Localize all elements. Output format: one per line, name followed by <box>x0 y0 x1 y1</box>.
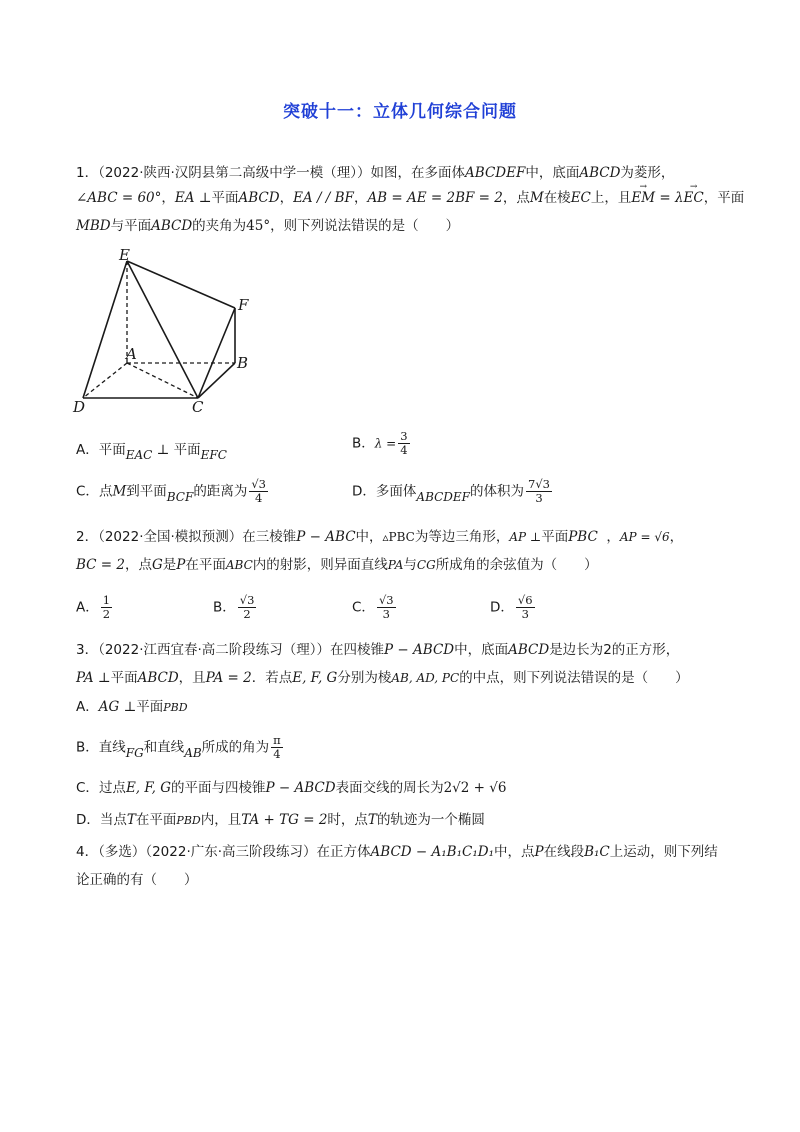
q4-line-2 <box>76 870 198 890</box>
option-math: EFC <box>200 448 227 462</box>
q3-option-d[interactable] <box>76 810 485 831</box>
option-label: D． <box>490 599 514 616</box>
edge-ef <box>127 261 235 308</box>
option-label: A． <box>76 599 99 616</box>
option-math: FG <box>125 745 144 760</box>
q2-option-c[interactable] <box>352 594 398 621</box>
fraction <box>398 430 409 457</box>
fraction-numerator: π <box>273 733 281 747</box>
label-a: A <box>126 345 137 363</box>
edge-bc <box>198 363 235 398</box>
option-label: B． <box>213 599 236 616</box>
option-label: B． <box>352 435 375 452</box>
label-c: C <box>192 398 204 416</box>
fraction-numerator: 3 <box>400 429 408 443</box>
edge-ed <box>83 261 127 398</box>
q2-option-a[interactable] <box>76 594 114 621</box>
label-d: D <box>73 398 86 416</box>
q3-text: 是边长为 <box>549 642 604 658</box>
q1-option-d[interactable] <box>352 478 554 505</box>
q3-math: PA ⊥ <box>76 670 111 686</box>
q1-text: ，平面 <box>703 190 745 206</box>
q4-text: 论正确的有（ ） <box>76 872 198 888</box>
q1-math: = λ <box>655 190 684 206</box>
option-text: 的轨迹为一个椭圆 <box>376 812 485 828</box>
q2-text: 平面 <box>541 529 569 545</box>
q1-text: 为菱形， <box>620 165 675 181</box>
q2-option-d[interactable] <box>490 594 537 621</box>
page-title: 突破十一：立体几何综合问题 <box>283 102 517 122</box>
q3-math: ABCD <box>508 642 550 658</box>
q2-math: PBC <box>568 529 598 545</box>
fraction-denominator: 3 <box>382 607 390 621</box>
option-text: 过点 <box>98 780 126 796</box>
q2-text: 在平面 <box>185 557 226 573</box>
fraction-numerator: √3 <box>251 477 266 491</box>
q1-line-1 <box>76 163 674 183</box>
q4-line-1 <box>76 842 718 862</box>
q1-option-b[interactable] <box>352 430 412 457</box>
q1-math: AB = AE = 2BF = 2 <box>367 190 503 206</box>
q4-text: 上运动，则下列结 <box>609 844 718 860</box>
label-e: E <box>119 248 130 264</box>
option-text: 表面交线的周长为 <box>335 780 444 796</box>
q1-math: ABCD <box>579 165 621 181</box>
option-label: B． <box>76 739 99 756</box>
q1-option-a[interactable] <box>76 440 227 460</box>
q3-text: 中，底面 <box>454 642 509 658</box>
option-text: 平面 <box>98 442 126 458</box>
option-text: 直线 <box>98 739 126 756</box>
q2-math: G <box>151 557 163 573</box>
fraction <box>271 734 283 761</box>
fraction-denominator: 4 <box>254 491 263 505</box>
option-math: AB <box>184 745 202 760</box>
q2-text: 是 <box>162 557 177 573</box>
q1-text: 平面 <box>211 190 239 206</box>
q2-math: CG <box>416 558 436 572</box>
q1-option-c[interactable] <box>76 478 270 505</box>
q1-vector: → EC <box>684 188 704 208</box>
option-math: AG ⊥ <box>98 699 137 715</box>
q3-text: 的中点，则下列说法错误的是（ ） <box>459 670 689 686</box>
q3-math: ABCD <box>137 670 179 686</box>
q1-math: ABCDEF <box>465 165 526 181</box>
edge-ad-hidden <box>83 363 127 398</box>
fraction <box>249 478 268 505</box>
polyhedron-figure <box>70 248 270 418</box>
edge-ec <box>127 261 198 398</box>
q1-math: 45° <box>246 218 271 234</box>
option-math: T <box>367 812 377 828</box>
q2-math: BC = 2 <box>76 557 125 573</box>
q1-math: MBD <box>76 218 111 234</box>
option-text: 所成的角为 <box>201 739 270 756</box>
option-label: C． <box>76 780 99 796</box>
q3-text: 的正方形， <box>611 642 680 658</box>
q2-text: 为等边三角形， <box>414 529 510 545</box>
q3-text: 分别为棱 <box>337 670 392 686</box>
q1-math: EA / / BF <box>293 190 354 206</box>
option-label: D． <box>352 483 376 500</box>
q3-text: 在四棱锥 <box>330 642 385 658</box>
q3-option-b[interactable] <box>76 734 285 761</box>
q1-text: 上，且 <box>590 190 632 206</box>
option-math: TA + TG = 2 <box>241 812 328 828</box>
q3-source: （2022·江西宜春·高二阶段练习（理）） <box>98 642 331 658</box>
fraction-denominator: 4 <box>273 747 281 761</box>
q1-text: 的夹角为 <box>192 218 247 234</box>
q2-math: ▵PBC <box>382 530 415 544</box>
fraction-denominator: 3 <box>535 491 543 505</box>
option-text: 的平面与四棱锥 <box>171 780 266 796</box>
q2-math: PA <box>387 558 404 572</box>
q1-text: 在棱 <box>543 190 571 206</box>
fraction-numerator: √6 <box>517 593 533 607</box>
option-text: 的体积为 <box>470 483 525 500</box>
q3-text: ，且 <box>178 670 206 686</box>
q3-number: 3． <box>76 642 99 658</box>
q1-math: EA ⊥ <box>174 190 212 206</box>
q1-math: ∠ABC = 60° <box>76 190 162 206</box>
q1-math: ABCD <box>238 190 280 206</box>
option-text: 到平面 <box>126 483 167 500</box>
option-label: C． <box>76 483 99 500</box>
label-b: B <box>237 354 249 372</box>
q2-source: （2022·全国·模拟预测） <box>98 529 243 545</box>
option-label: D． <box>76 812 100 828</box>
q1-math: EC <box>570 190 591 206</box>
fraction <box>238 594 257 621</box>
option-math: M <box>112 483 127 500</box>
label-f: F <box>238 296 249 314</box>
edge-fc <box>198 308 235 398</box>
q4-source: （多选）（2022·广东·高三阶段练习） <box>98 844 317 860</box>
q2-line-1: 2．（2022·全国·模拟预测）在三棱锥P − ABC中，▵PBC为等边三角形，AP ⊥平面PBC ，AP = √6， <box>76 529 684 545</box>
q1-text: ，点 <box>502 190 530 206</box>
q4-math: B₁C <box>584 844 610 860</box>
q3-text: 平面 <box>110 670 138 686</box>
q4-text: 在正方体 <box>316 844 371 860</box>
q2-math: AP ⊥ <box>509 530 542 544</box>
fraction-denominator: 2 <box>243 607 251 621</box>
option-text: 当点 <box>99 812 127 828</box>
q3-math: PA = 2 <box>205 670 252 686</box>
q2-text: 在三棱锥 <box>242 529 297 545</box>
q1-source: （2022·陕西·汉阴县第二高级中学一模（理）） <box>98 165 371 181</box>
q1-line-2: ∠ABC = 60°，EA ⊥平面ABCD，EA / / BF，AB = AE = 2BF = 2，点M在棱EC上，且→ EM = λ→ EC，平面 <box>76 188 744 208</box>
q3-math: AB, AD, PC <box>391 671 460 685</box>
q2-option-b[interactable] <box>213 594 258 621</box>
fraction-numerator: 1 <box>102 593 111 607</box>
q3-option-c[interactable] <box>76 778 506 798</box>
option-math: ABCDEF <box>416 489 471 504</box>
option-text: 和直线 <box>143 739 185 756</box>
option-text: 平面 <box>136 699 164 715</box>
q1-vector: → EM <box>631 188 655 208</box>
q3-math: P − ABCD <box>384 642 455 658</box>
fraction-denominator: 4 <box>400 443 408 457</box>
option-math: PBD <box>163 701 188 714</box>
fraction <box>526 478 552 505</box>
option-label: A． <box>76 442 99 458</box>
q3-line-1 <box>76 640 679 660</box>
option-text: 点 <box>98 483 113 500</box>
fraction-numerator: √3 <box>239 593 255 607</box>
q1-line-3 <box>76 216 459 236</box>
option-math: T <box>126 812 136 828</box>
q2-text: 中， <box>355 529 383 545</box>
q2-text: 所成角的余弦值为（ ） <box>435 557 598 573</box>
q2-number: 2． <box>76 529 99 545</box>
q3-math: E, F, G <box>292 670 338 686</box>
q4-text: 在线段 <box>543 844 585 860</box>
fraction-denominator: 2 <box>102 607 111 621</box>
fraction <box>377 594 396 621</box>
q2-math: P <box>176 557 186 573</box>
option-text: 内，且 <box>200 812 242 828</box>
q2-math: P − ABC <box>296 529 356 545</box>
q2-text: 内的射影，则异面直线 <box>252 557 388 573</box>
q4-math: P <box>534 844 544 860</box>
option-math: P − ABCD <box>265 780 336 796</box>
q4-math: ABCD − A₁B₁C₁D₁ <box>370 844 494 860</box>
q1-math: M <box>529 190 544 206</box>
fraction-denominator: 3 <box>521 607 529 621</box>
option-math: 2√2 + √6 <box>443 780 507 796</box>
edge-ac-hidden <box>127 363 198 398</box>
q2-math: AP = √6 <box>619 530 670 544</box>
q3-line-2 <box>76 668 689 688</box>
q1-text: 与平面 <box>110 218 152 234</box>
option-label: A． <box>76 699 99 715</box>
q3-text: ．若点 <box>251 670 293 686</box>
fraction-numerator: 7√3 <box>528 477 550 491</box>
q4-number: 4． <box>76 844 99 860</box>
q3-option-a[interactable] <box>76 697 188 718</box>
option-text: 平面 <box>173 442 201 458</box>
fraction <box>516 594 535 621</box>
fraction <box>101 594 112 621</box>
q4-text: 中，点 <box>494 844 535 860</box>
q2-math: ABC <box>225 558 253 572</box>
option-math: ⊥ <box>152 442 174 458</box>
option-math: BCF <box>166 489 194 504</box>
option-text: 时，点 <box>327 812 368 828</box>
option-math: EAC <box>125 448 153 462</box>
option-math: E, F, G <box>125 780 172 796</box>
q2-text: 与 <box>403 557 417 573</box>
q2-text: ，点 <box>124 557 152 573</box>
q3-text: 2 <box>603 642 612 658</box>
q1-number: 1． <box>76 165 99 181</box>
option-text: 多面体 <box>375 483 417 500</box>
option-text: 在平面 <box>135 812 177 828</box>
q2-line-2 <box>76 555 598 575</box>
q1-math: ABCD <box>151 218 193 234</box>
q1-text: 中，底面 <box>525 165 580 181</box>
q1-text: 如图，在多面体 <box>370 165 466 181</box>
option-label: C． <box>352 599 375 616</box>
option-math: PBD <box>176 814 201 827</box>
option-math: λ = <box>374 436 397 451</box>
fraction-numerator: √3 <box>378 593 394 607</box>
option-text: 的距离为 <box>193 483 248 500</box>
q1-text: ，则下列说法错误的是（ ） <box>270 218 460 234</box>
